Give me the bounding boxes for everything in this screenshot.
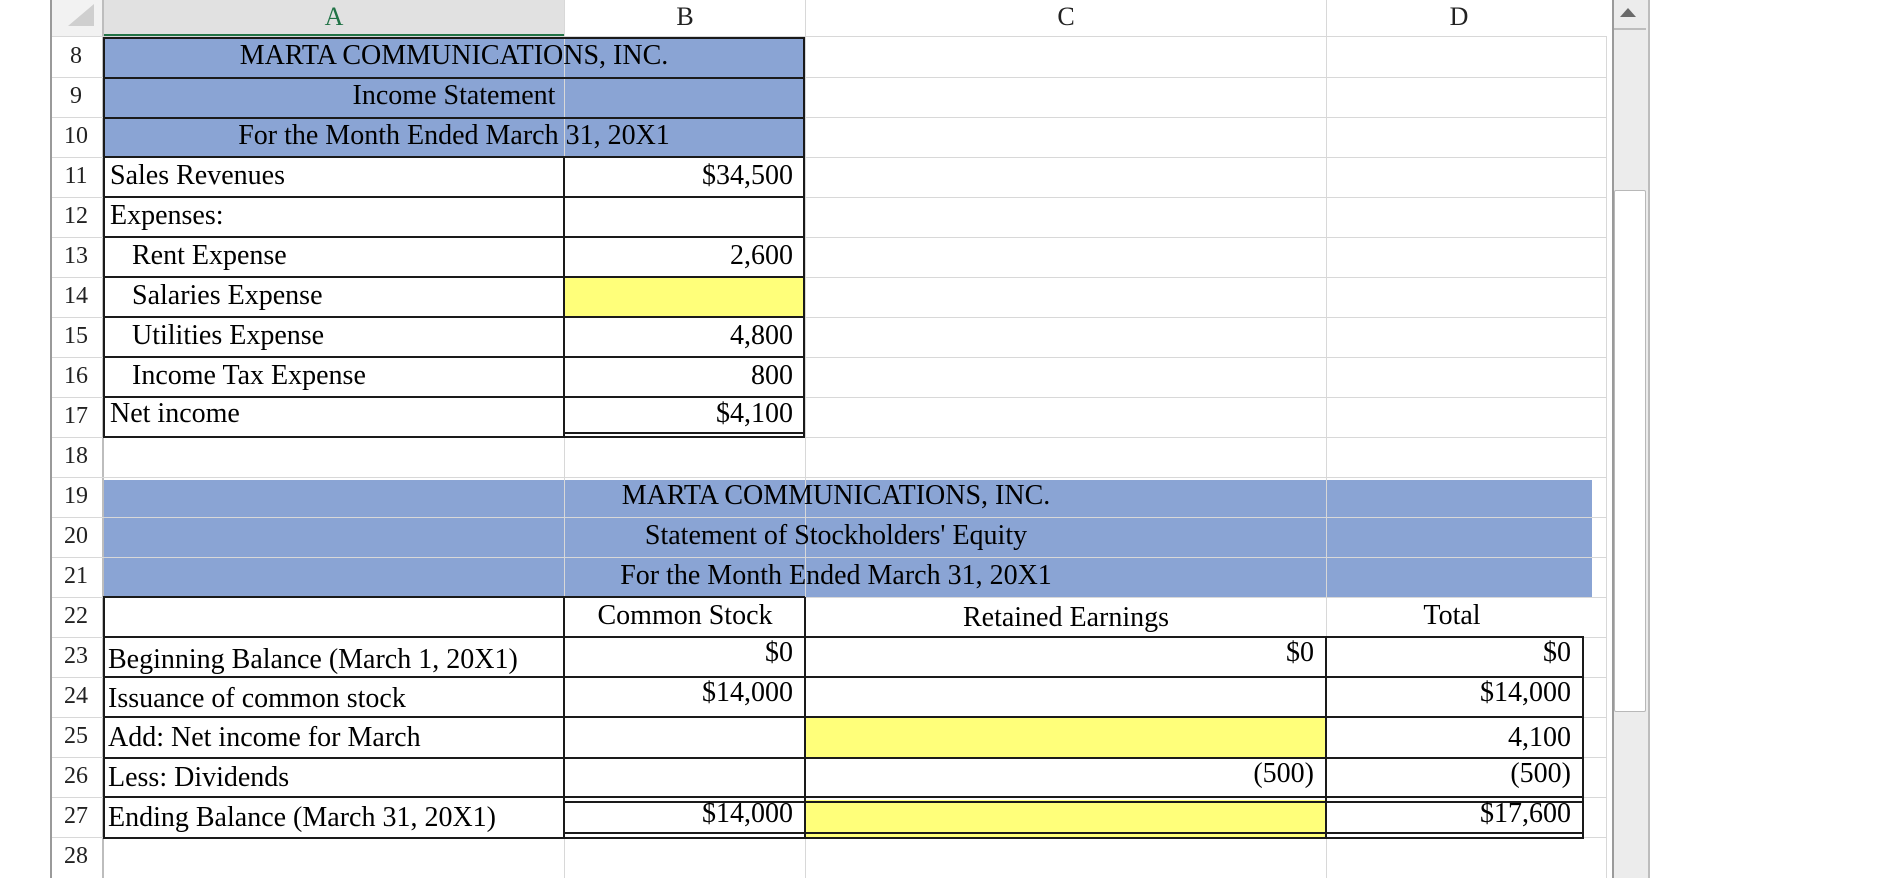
issuance-total[interactable]: $14,000 [1480, 677, 1571, 708]
ending-balance-total[interactable]: $17,600 [1480, 798, 1571, 829]
rent-expense-label[interactable]: Rent Expense [132, 240, 287, 271]
row-header[interactable]: 18 [64, 443, 88, 469]
income-border-bottom [103, 436, 805, 438]
row-header[interactable]: 22 [64, 603, 88, 629]
equity-border-left [103, 597, 105, 839]
income-tax-expense-value[interactable]: 800 [751, 360, 793, 391]
row-header[interactable]: 19 [64, 483, 88, 509]
row-header[interactable]: 23 [64, 643, 88, 669]
dividends-retained[interactable]: (500) [1253, 758, 1314, 789]
issuance-common[interactable]: $14,000 [702, 677, 793, 708]
row-header[interactable]: 25 [64, 723, 88, 749]
equity-period[interactable]: For the Month Ended March 31, 20X1 [620, 560, 1052, 591]
expenses-label[interactable]: Expenses: [110, 200, 224, 231]
beginning-balance-label[interactable]: Beginning Balance (March 1, 20X1) [108, 644, 518, 675]
retained-earnings-header[interactable]: Retained Earnings [962, 602, 1170, 633]
beginning-balance-total[interactable]: $0 [1543, 637, 1571, 668]
row-header[interactable]: 21 [64, 563, 88, 589]
sales-revenues-value[interactable]: $34,500 [702, 160, 793, 191]
row-header[interactable]: 16 [64, 363, 88, 389]
row-header[interactable]: 15 [64, 323, 88, 349]
row-header[interactable]: 12 [64, 203, 88, 229]
income-tax-expense-label[interactable]: Income Tax Expense [132, 360, 366, 391]
equity-title[interactable]: Statement of Stockholders' Equity [644, 520, 1028, 551]
utilities-expense-label[interactable]: Utilities Expense [132, 320, 325, 351]
income-period[interactable]: For the Month Ended March 31, 20X1 [238, 120, 670, 151]
column-header-a[interactable]: A [324, 2, 344, 31]
row-header[interactable]: 27 [64, 803, 88, 829]
dividends-total[interactable]: (500) [1510, 758, 1571, 789]
ending-balance-label[interactable]: Ending Balance (March 31, 20X1) [108, 802, 496, 833]
vertical-scrollbar-thumb[interactable] [1614, 190, 1646, 712]
equity-border-right [1582, 637, 1584, 839]
column-header-c[interactable]: C [1057, 2, 1075, 31]
select-all-triangle-icon [68, 4, 94, 26]
salaries-input-cell[interactable] [565, 278, 803, 316]
gridline-col-de [1606, 36, 1607, 878]
income-title[interactable]: Income Statement [352, 80, 556, 111]
equity-company-name[interactable]: MARTA COMMUNICATIONS, INC. [621, 480, 1051, 511]
net-income-value[interactable]: $4,100 [716, 398, 793, 429]
row-header[interactable]: 11 [64, 163, 88, 189]
utilities-expense-value[interactable]: 4,800 [730, 320, 793, 351]
net-income-row-total[interactable]: 4,100 [1508, 722, 1571, 753]
beginning-balance-retained[interactable]: $0 [1286, 637, 1314, 668]
row-header[interactable]: 10 [64, 123, 88, 149]
row-header[interactable]: 24 [64, 683, 88, 709]
row-header[interactable]: 28 [64, 843, 88, 869]
salaries-expense-label[interactable]: Salaries Expense [132, 280, 323, 311]
row-header[interactable]: 8 [70, 43, 82, 69]
sales-revenues-label[interactable]: Sales Revenues [110, 160, 285, 191]
rent-expense-value[interactable]: 2,600 [730, 240, 793, 271]
row-header[interactable]: 13 [64, 243, 88, 269]
total-header[interactable]: Total [1423, 600, 1481, 631]
ending-balance-common[interactable]: $14,000 [702, 798, 793, 829]
issuance-label[interactable]: Issuance of common stock [108, 683, 406, 714]
net-income-row-label[interactable]: Add: Net income for March [108, 722, 421, 753]
income-company-name[interactable]: MARTA COMMUNICATIONS, INC. [239, 40, 669, 71]
net-income-retained-input-cell[interactable] [806, 718, 1326, 758]
common-stock-header[interactable]: Common Stock [597, 600, 773, 631]
scroll-up-arrow-icon[interactable] [1620, 8, 1636, 17]
row-header[interactable]: 9 [70, 83, 82, 109]
column-header-d[interactable]: D [1449, 2, 1469, 31]
scroll-up-button-border [1614, 28, 1646, 30]
net-income-label[interactable]: Net income [110, 398, 240, 429]
row-header[interactable]: 20 [64, 523, 88, 549]
dividends-label[interactable]: Less: Dividends [108, 762, 290, 793]
equity-border-bottom [103, 837, 1584, 839]
row-header[interactable]: 17 [64, 403, 88, 429]
row-header[interactable]: 14 [64, 283, 88, 309]
column-header-b[interactable]: B [676, 2, 694, 31]
beginning-balance-common[interactable]: $0 [765, 637, 793, 668]
row-header[interactable]: 26 [64, 763, 88, 789]
